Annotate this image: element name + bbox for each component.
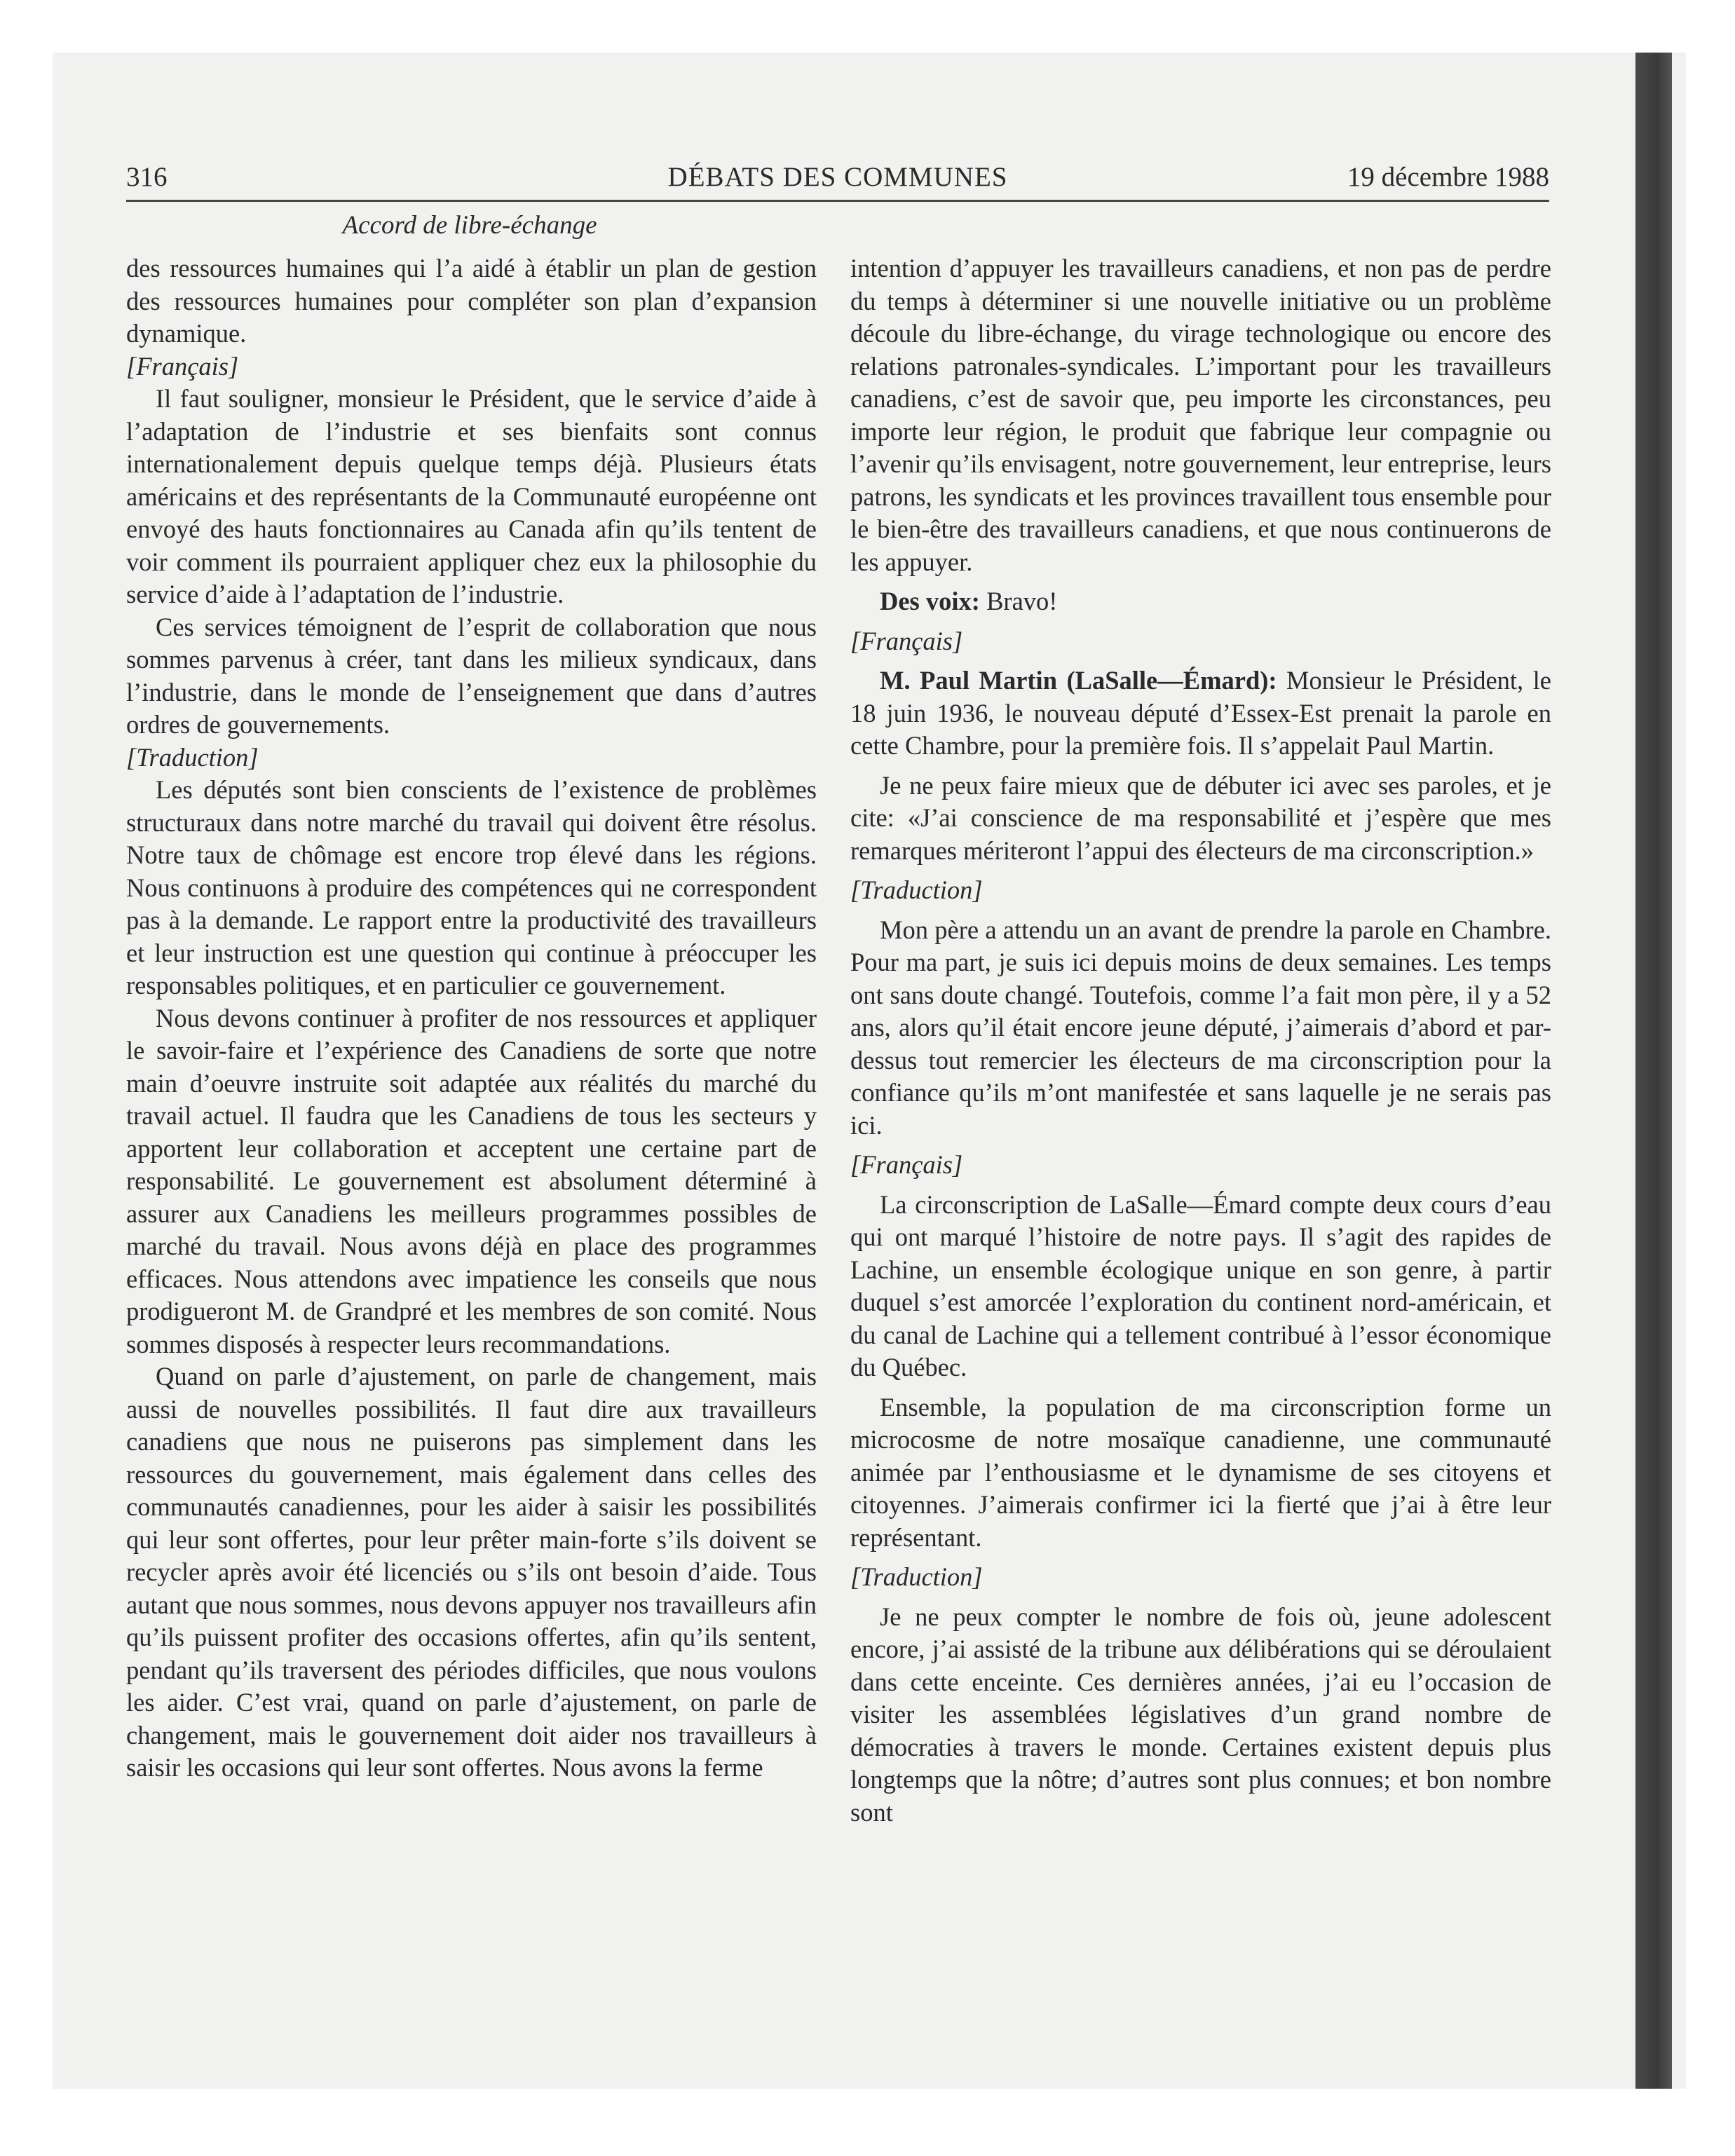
left-column <box>126 252 817 1785</box>
speaker-paragraph <box>850 664 1551 763</box>
paragraph: Nous devons continuer à profiter de nos ressources et appliquer le savoir-faire et l’expérience des Canadiens de sorte que notre main d’oeuvre instruite soit adaptée aux réalités du marché du travail actuel. Il faudra que les Canadiens de tous les secteurs y apportent leur collaboration et acceptent une certaine part de responsabilité. Le gouvernement est absolument déterminé à assurer aux Canadiens les meilleurs programmes possibles de marché du travail. Nous avons déjà en place des programmes efficaces. Nous attendons avec impatience les conseils que nous prodigueront M. de Grandpré et les membres de son comité. Nous sommes disposés à respecter leurs recommandations. <box>126 1003 817 1358</box>
section-subheading: Accord de libre-échange <box>342 211 597 240</box>
language-tag: [Français] <box>126 351 239 381</box>
paragraph: intention d’appuyer les travailleurs canadiens, et non pas de perdre du temps à déterminer si une nouvelle initiative ou un problème découle du libre-échange, du virage technologique ou encore des relations patronales-syndicales. L’important pour les travailleurs canadiens, c’est de savoir que, peu importe les circonstances, peu importe leur région, le produit que fabrique leur compagnie ou l’avenir qu’ils envisagent, notre gouvernement, leur entreprise, leurs patrons, les syndicats et les provinces travaillent tous ensemble pour le bien-être des travailleurs canadiens, et que nous continuerons de les appuyer. <box>850 254 1551 576</box>
speaker-name: Des voix: <box>880 587 980 615</box>
paragraph: Quand on parle d’ajustement, on parle de changement, mais aussi de nouvelles possibilités. Il faut dire aux travailleurs canadiens que nous ne puiserons pas simplement dans les ressources du gouvernement, mais également dans celles des communautés canadiennes, pour les aider à saisir les possibilités qui leur sont offertes, pour leur prêter main-forte s’ils doivent se recycler après avoir été licenciés ou s’ils ont besoin d’aide. Tous autant que nous sommes, nous devons appuyer nos travailleurs afin qu’ils puissent profiter des occasions offertes, afin qu’ils sentent, pendant qu’ils traversent des périodes difficiles, que nous voulons les aider. C’est vrai, quand on parle d’ajustement, on parle de changement, mais le gouvernement doit aider nos travailleurs à saisir les occasions qui leur sont offertes. Nous avons la ferme <box>126 1362 817 1782</box>
paragraph: Il faut souligner, monsieur le Président, que le service d’aide à l’adaptation de l’industrie et ses bienfaits sont connus internationalement depuis quelque temps déjà. Plusieurs états américains et des représentants de la Communauté européenne ont envoyé des hauts fonctionnaires au Canada afin qu’ils tentent de voir comment ils pourraient appliquer chez eux la philosophie du service d’aide à l’adaptation de l’industrie. <box>126 384 817 608</box>
scan-edge-bar <box>1635 53 1672 2089</box>
language-tag: [Traduction] <box>850 875 983 904</box>
language-tag: [Traduction] <box>850 1562 983 1591</box>
paragraph: Ces services témoignent de l’esprit de collaboration que nous sommes parvenus à créer, tant dans les milieux syndicaux, dans l’industrie, dans le monde de l’enseignement que dans d’autres ordres de gouvernements. <box>126 612 817 739</box>
paragraph: La circonscription de LaSalle—Émard compte deux cours d’eau qui ont marqué l’histoire de notre pays. Il s’agit des rapides de Lachine, un ensemble écologique unique en son genre, à partir duquel s’est amorcée l’exploration du continent nord-américain, et du canal de Lachine qui a tellement contribué à l’essor économique du Québec. <box>850 1189 1551 1381</box>
paragraph: Les députés sont bien conscients de l’existence de problèmes structuraux dans notre marché du travail qui doivent être résolus. Notre taux de chômage est encore trop élevé dans les régions. Nous continuons à produire des compétences qui ne correspondent pas à la demande. Le rapport entre la productivité des travailleurs et leur instruction est une question qui continue à préoccuper les responsables politiques, et en particulier ce gouvernement. <box>126 775 817 999</box>
page-number: 316 <box>126 162 168 192</box>
language-tag: [Français] <box>850 1150 963 1179</box>
language-tag: [Traduction] <box>126 742 259 772</box>
paragraph: Je ne peux compter le nombre de fois où, jeune adolescent encore, j’ai assisté de la tribune aux délibérations qui se déroulaient dans cette enceinte. Ces dernières années, j’ai eu l’occasion de visiter les assemblées législatives d’un grand nombre de démocraties à travers le monde. Certaines existent depuis plus longtemps que la nôtre; d’autres sont plus connues; et bon nombre sont <box>850 1602 1551 1827</box>
paragraph: des ressources humaines qui l’a aidé à établir un plan de gestion des ressources humaines pour compléter son plan d’expansion dynamique. <box>126 254 817 348</box>
publication-date: 19 décembre 1988 <box>1347 162 1549 192</box>
right-column <box>850 252 1551 1829</box>
language-tag: [Français] <box>850 626 963 655</box>
page-header <box>126 158 1549 202</box>
paragraph: Je ne peux faire mieux que de débuter ici avec ses paroles, et je cite: «J’ai conscience de ma responsabilité et j’espère que mes remarques mériteront l’appui des électeurs de ma circonscription.» <box>850 770 1551 865</box>
publication-title: DÉBATS DES COMMUNES <box>667 162 1008 192</box>
speech-text: Monsieur le Président, le 18 juin 1936, le nouveau député d’Essex-Est prenait la parole en cette Chambre, pour la première fois. Il s’appelait Paul Martin. <box>850 666 1551 760</box>
speech-text: Bravo! <box>979 587 1058 615</box>
speaker-paragraph <box>850 585 1551 618</box>
speaker-name: M. Paul Martin (LaSalle—Émard): <box>880 666 1277 695</box>
paragraph: Ensemble, la population de ma circonscription forme un microcosme de notre mosaïque canadienne, une communauté animée par l’enthousiasme et le dynamisme de ses citoyens et citoyennes. J’aimerais confirmer ici la fierté que j’ai à être leur représentant. <box>850 1392 1551 1552</box>
paragraph: Mon père a attendu un an avant de prendre la parole en Chambre. Pour ma part, je suis ici depuis moins de deux semaines. Les temps ont sans doute changé. Toutefois, comme l’a fait mon père, il y a 52 ans, alors qu’il était encore jeune député, j’aimerais d’abord et par-dessus tout remercier les électeurs de ma circonscription pour la confiance qu’ils m’ont manifestée et sans laquelle je ne serais pas ici. <box>850 915 1551 1140</box>
